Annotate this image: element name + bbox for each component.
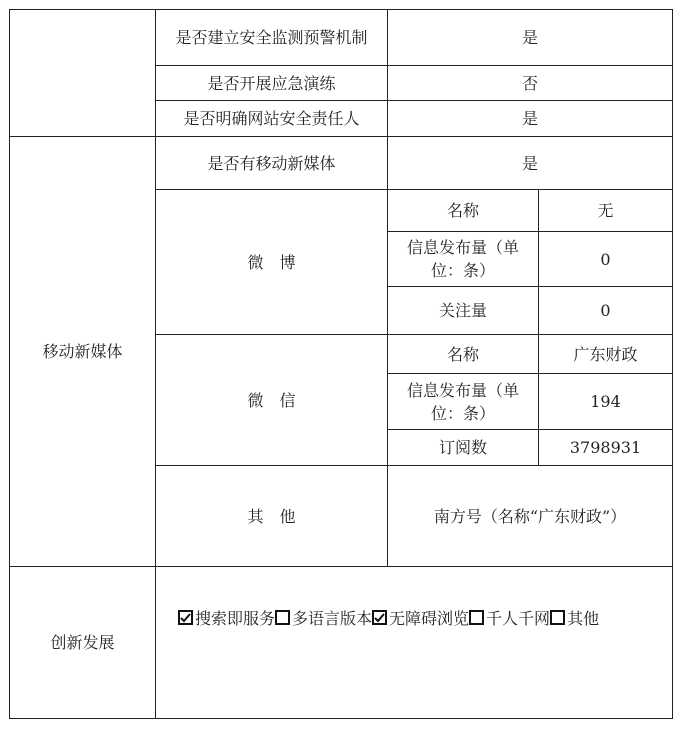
weibo-followers-label: 关注量 — [438, 301, 487, 320]
option-label: 千人千网 — [486, 609, 551, 628]
option-search-service[interactable] — [178, 606, 275, 629]
section-label-innovation: 创新发展 — [50, 633, 115, 652]
other-label: 其 他 — [247, 506, 296, 526]
wechat-name-label: 名称 — [446, 344, 479, 364]
wechat-subs-value: 3798931 — [569, 438, 642, 457]
wechat-posts-value: 194 — [590, 392, 621, 411]
option-accessibility[interactable] — [372, 606, 469, 629]
other-value: 南方号（名称“广东财政”） — [433, 506, 627, 526]
checkbox-checked-icon[interactable] — [372, 610, 387, 625]
wechat-posts-label: 信息发布量（单位：条） — [406, 380, 519, 423]
weibo-name-value: 无 — [597, 201, 614, 220]
row-value: 否 — [521, 73, 538, 93]
row-label: 是否建立安全监测预警机制 — [175, 28, 368, 47]
checkbox-checked-icon[interactable] — [178, 610, 193, 625]
border-bottom — [9, 718, 673, 719]
row-label: 是否开展应急演练 — [207, 73, 336, 93]
weibo-posts-label: 信息发布量（单位：条） — [406, 238, 519, 280]
border-right — [672, 9, 673, 719]
weibo-followers-value: 0 — [600, 301, 611, 320]
option-personalized[interactable] — [469, 606, 550, 629]
section-label-media: 移动新媒体 — [42, 342, 123, 361]
option-label: 搜索即服务 — [195, 609, 276, 628]
option-label: 其他 — [567, 609, 600, 628]
row-value: 是 — [521, 153, 538, 173]
row-value: 是 — [521, 109, 538, 128]
wechat-name-value: 广东财政 — [573, 344, 638, 364]
checkbox-empty-icon[interactable] — [469, 610, 484, 625]
weibo-name-label: 名称 — [446, 201, 479, 220]
option-label: 多语言版本 — [292, 609, 373, 628]
wechat-label: 微 信 — [247, 390, 296, 410]
option-multilingual[interactable] — [275, 606, 372, 629]
checkbox-empty-icon[interactable] — [550, 610, 565, 625]
innovation-options — [178, 606, 599, 629]
weibo-posts-value: 0 — [600, 249, 611, 269]
wechat-subs-label: 订阅数 — [438, 438, 487, 457]
option-other[interactable] — [550, 606, 599, 629]
option-label: 无障碍浏览 — [389, 609, 470, 628]
row-label: 是否有移动新媒体 — [207, 153, 336, 173]
row-value: 是 — [521, 28, 538, 47]
checkbox-empty-icon[interactable] — [275, 610, 290, 625]
row-label: 是否明确网站安全责任人 — [183, 109, 360, 128]
weibo-label: 微 博 — [247, 252, 296, 272]
